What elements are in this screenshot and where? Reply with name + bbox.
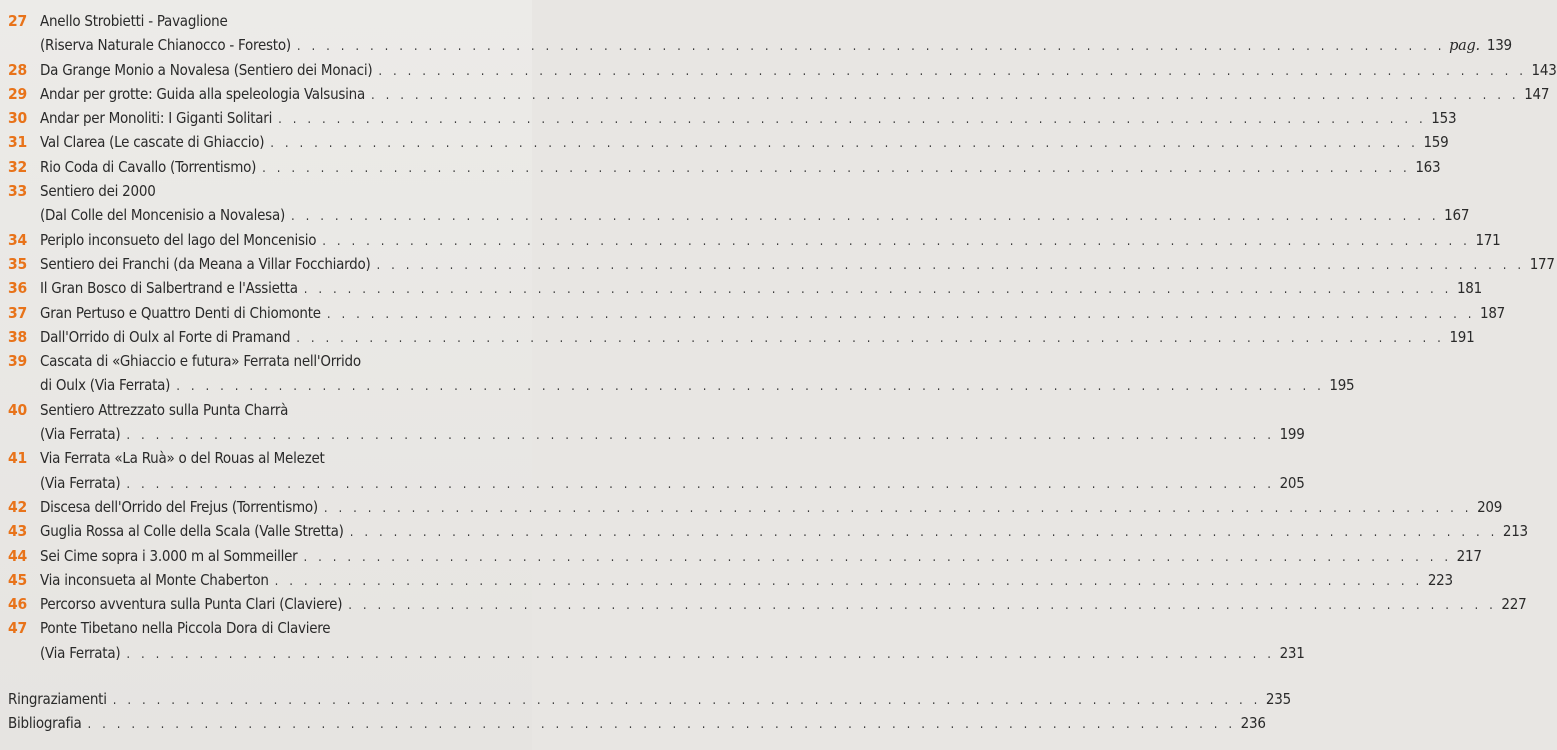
page-ref [1240,711,1266,735]
chapter-number: 39 [8,352,27,371]
page-number: 236 [1240,714,1266,733]
dot-leader: . . . . . . . . . . . . . . . . . . . . . . . . . . . . . . . . . . . . . . . . . . . . . . . . . . . . . . . . . . . . . . . . . . . . . . . . . . . . . . . [349,525,1498,541]
chapter-number: 40 [8,400,27,419]
chapter-title: Cascata di «Ghiaccio e futura» Ferrata nell'Orrido [40,352,361,371]
toc-line [0,422,1305,446]
chapter-number: 32 [8,157,27,176]
toc-text-row [40,446,524,470]
page-ref [1456,276,1482,300]
page-ref [1523,82,1549,106]
page-ref [1279,422,1305,446]
toc-line [0,616,532,640]
toc-text-row [40,519,1528,545]
chapter-title: Da Grange Monio a Novalesa (Sentiero dei Monaci) [40,60,373,79]
toc-text-row [40,349,524,373]
chapter-number: 47 [8,619,27,638]
chapter-title: Il Gran Bosco di Salbertrand e l'Assietta [40,279,298,298]
dot-leader: . . . . . . . . . . . . . . . . . . . . . . . . . . . . . . . . . . . . . . . . . . . . . . . . . . . . . . . . . . . . . . . . . . . . . . . . . . . . . . . [87,717,1236,733]
toc-text-row [40,568,1453,594]
toc-text-row [40,203,1470,229]
toc-line [0,252,1555,276]
chapter-number: 42 [8,497,27,516]
toc-entry[interactable] [0,276,1482,300]
chapter-title: di Oulx (Via Ferrata) [40,376,171,395]
toc-entry[interactable] [0,155,1441,179]
pag-label: pag. [1449,38,1480,55]
toc-text-row [40,398,524,422]
dot-leader: . . . . . . . . . . . . . . . . . . . . . . . . . . . . . . . . . . . . . . . . . . . . . . . . . . . . . . . . . . . . . . . . . . . . . . . . . . . . . . . [348,598,1497,614]
chapter-title: Gran Pertuso e Quattro Denti di Chiomonte [40,303,321,322]
toc-line [0,155,1441,179]
chapter-number: 45 [8,570,27,589]
chapter-title: (Riserva Naturale Chianocco - Foresto) [40,36,291,55]
toc-text-row [8,687,1291,713]
page-number: 205 [1279,473,1305,492]
chapter-title: (Via Ferrata) [40,643,121,662]
page-ref [1328,373,1354,397]
page-ref [1474,228,1500,252]
dot-leader: . . . . . . . . . . . . . . . . . . . . . . . . . . . . . . . . . . . . . . . . . . . . . . . . . . . . . . . . . . . . . . . . . . . . . . . . . . . . . . . [126,646,1275,662]
chapter-title: Andar per Monoliti: I Giganti Solitari [40,109,273,128]
page-ref [1449,33,1512,58]
toc-entry[interactable] [0,616,1305,665]
toc-text-row [40,58,1557,84]
toc-text-row [40,325,1475,351]
page-number: 227 [1501,595,1527,614]
toc-text-row [40,252,1555,278]
chapter-title: (Via Ferrata) [40,473,121,492]
toc-entry[interactable] [0,82,1550,106]
page-number: 199 [1279,425,1305,444]
dot-leader: . . . . . . . . . . . . . . . . . . . . . . . . . . . . . . . . . . . . . . . . . . . . . . . . . . . . . . . . . . . . . . . . . . . . . . . . . . . . . . . [126,476,1275,492]
page-ref [1456,544,1482,568]
toc-text-row [40,471,1305,497]
toc-entry[interactable] [0,9,1512,58]
dot-leader: . . . . . . . . . . . . . . . . . . . . . . . . . . . . . . . . . . . . . . . . . . . . . . . . . . . . . . . . . . . . . . . . . . . . . . . . . . . . . . . [323,500,1473,516]
toc-text-row [40,82,1550,108]
chapter-title: Andar per grotte: Guida alla speleologia Valsusina [40,84,365,103]
chapter-number: 35 [8,254,27,273]
toc-line [0,179,532,203]
chapter-title: (Via Ferrata) [40,425,121,444]
toc-line [0,349,532,373]
page-ref [1529,252,1555,276]
toc-entry[interactable] [0,544,1482,568]
toc-entry[interactable] [0,398,1305,447]
toc-entry[interactable] [0,301,1506,325]
page-number: 231 [1279,643,1305,662]
toc-line [0,228,1501,252]
toc-line [0,519,1528,543]
back-matter-entry[interactable] [0,687,1291,711]
page-ref [1279,471,1305,495]
page-ref [1427,568,1453,592]
toc-text-row [40,9,524,33]
page-number: 143 [1531,60,1557,79]
toc-entry[interactable] [0,58,1557,82]
page-number: 213 [1502,522,1528,541]
toc-text-row [40,155,1441,181]
toc-line [0,301,1506,325]
dot-leader: . . . . . . . . . . . . . . . . . . . . . . . . . . . . . . . . . . . . . . . . . . . . . . . . . . . . . . . . . . . . . . . . . . . . . . . . . . . . . . . [262,160,1411,176]
chapter-number: 46 [8,595,27,614]
page-ref [1448,325,1474,349]
toc-text-row [40,228,1501,254]
chapter-title: Discesa dell'Orrido del Frejus (Torrentismo) [40,497,318,516]
toc-text-row [40,495,1503,521]
toc-text-row [8,711,1266,737]
chapter-title: Via Ferrata «La Ruà» o del Rouas al Melezet [40,449,325,468]
toc-text-row [40,641,1305,667]
chapter-title: Sentiero dei 2000 [40,182,156,201]
dot-leader: . . . . . . . . . . . . . . . . . . . . . . . . . . . . . . . . . . . . . . . . . . . . . . . . . . . . . . . . . . . . . . . . . . . . . . . . . . . . . . . [270,136,1419,152]
chapter-number: 27 [8,12,27,30]
chapter-number: 38 [8,327,27,346]
toc-line [0,641,1305,665]
chapter-number: 30 [8,109,27,128]
dot-leader: . . . . . . . . . . . . . . . . . . . . . . . . . . . . . . . . . . . . . . . . . . . . . . . . . . . . . . . . . . . . . . . . . . . . . . . . . . . . . . . [296,330,1445,346]
toc-line [0,398,532,422]
page-ref [1531,58,1557,82]
toc-text-row [40,422,1305,448]
chapter-title: Periplo inconsueto del lago del Moncenisio [40,230,317,249]
dot-leader: . . . . . . . . . . . . . . . . . . . . . . . . . . . . . . . . . . . . . . . . . . . . . . . . . . . . . . . . . . . . . . . . . . . . . . . . . . . . . . . [371,87,1520,103]
toc-line [0,82,1550,106]
toc-line [0,106,1457,130]
toc-entry[interactable] [0,446,1305,495]
toc-text-row [40,106,1457,132]
toc-line [0,9,532,33]
dot-leader: . . . . . . . . . . . . . . . . . . . . . . . . . . . . . . . . . . . . . . . . . . . . . . . . . . . . . . . . . . . . . . . . . . . . . . . . . . . . . . . [303,549,1452,565]
toc-line [0,687,1291,711]
chapter-number: 28 [8,60,27,79]
page-number: 181 [1456,279,1482,298]
page-number: 223 [1427,570,1453,589]
page-ref [1279,641,1305,665]
toc-line [0,33,1512,57]
page-number: 177 [1529,254,1555,273]
toc-line [0,58,1557,82]
page-number: 217 [1456,546,1482,565]
chapter-title: Percorso avventura sulla Punta Clari (Claviere) [40,595,343,614]
dot-leader: . . . . . . . . . . . . . . . . . . . . . . . . . . . . . . . . . . . . . . . . . . . . . . . . . . . . . . . . . . . . . . . . . . . . . . . . . . . . . . . [176,379,1325,395]
chapter-title: Sentiero Attrezzato sulla Punta Charrà [40,400,289,419]
page-ref [1430,106,1456,130]
page-number: 159 [1423,133,1449,152]
chapter-title: Val Clarea (Le cascate di Ghiaccio) [40,133,265,152]
dot-leader: . . . . . . . . . . . . . . . . . . . . . . . . . . . . . . . . . . . . . . . . . . . . . . . . . . . . . . . . . . . . . . . . . . . . . . . . . . . . . . . [290,209,1440,225]
chapter-number: 34 [8,230,27,249]
page-number: 191 [1449,327,1475,346]
toc-line [0,711,1266,735]
page-ref [1500,592,1526,616]
chapter-number: 36 [8,279,27,298]
page-ref [1443,203,1469,227]
page-ref [1476,495,1502,519]
dot-leader: . . . . . . . . . . . . . . . . . . . . . . . . . . . . . . . . . . . . . . . . . . . . . . . . . . . . . . . . . . . . . . . . . . . . . . . . . . . . . . . [274,573,1423,589]
dot-leader: . . . . . . . . . . . . . . . . . . . . . . . . . . . . . . . . . . . . . . . . . . . . . . . . . . . . . . . . . . . . . . . . . . . . . . . . . . . . . . . [278,112,1427,128]
page-number: 235 [1265,690,1291,709]
toc-text-row [40,130,1449,156]
toc-entry[interactable] [0,106,1457,130]
toc-line [0,446,532,470]
chapter-title: Sei Cime sopra i 3.000 m al Sommeiller [40,546,298,565]
toc-text-row [40,33,1512,59]
chapter-number: 33 [8,182,27,201]
toc-line [0,568,1453,592]
page-number: 163 [1415,157,1441,176]
toc-line [0,495,1503,519]
toc-line [0,373,1355,397]
chapter-number: 37 [8,303,27,322]
dot-leader: . . . . . . . . . . . . . . . . . . . . . . . . . . . . . . . . . . . . . . . . . . . . . . . . . . . . . . . . . . . . . . . . . . . . . . . . . . . . . . . [296,39,1446,55]
toc-entry[interactable] [0,252,1555,276]
toc-entry[interactable] [0,519,1528,543]
toc-text-row [40,616,524,640]
chapter-title: (Dal Colle del Moncenisio a Novalesa) [40,206,285,225]
page-number: 171 [1475,230,1501,249]
toc-line [0,325,1475,349]
section-gap [0,665,532,687]
toc-entry[interactable] [0,325,1475,349]
chapter-number: 41 [8,449,27,468]
page-ref [1502,519,1528,543]
toc-line [0,471,1305,495]
page-number: 209 [1477,497,1503,516]
toc-entry[interactable] [0,130,1449,154]
toc-entry[interactable] [0,592,1527,616]
page-number: 153 [1431,109,1457,128]
toc-entry[interactable] [0,228,1501,252]
page-ref [1414,155,1440,179]
toc-text-row [40,301,1506,327]
dot-leader: . . . . . . . . . . . . . . . . . . . . . . . . . . . . . . . . . . . . . . . . . . . . . . . . . . . . . . . . . . . . . . . . . . . . . . . . . . . . . . . [378,63,1527,79]
chapter-title: Rio Coda di Cavallo (Torrentismo) [40,157,257,176]
chapter-number: 43 [8,522,27,541]
dot-leader: . . . . . . . . . . . . . . . . . . . . . . . . . . . . . . . . . . . . . . . . . . . . . . . . . . . . . . . . . . . . . . . . . . . . . . . . . . . . . . . [126,428,1275,444]
dot-leader: . . . . . . . . . . . . . . . . . . . . . . . . . . . . . . . . . . . . . . . . . . . . . . . . . . . . . . . . . . . . . . . . . . . . . . . . . . . . . . . [303,282,1452,298]
chapter-title: Ponte Tibetano nella Piccola Dora di Claviere [40,619,331,638]
page-ref [1422,130,1448,154]
page-number: 187 [1480,303,1506,322]
chapter-number: 29 [8,84,27,103]
page-number: 147 [1524,84,1550,103]
toc-line [0,130,1449,154]
back-matter-title: Ringraziamenti [8,690,107,709]
toc-text-row [40,592,1527,618]
page-number: 195 [1329,376,1355,395]
toc-line [0,276,1482,300]
dot-leader: . . . . . . . . . . . . . . . . . . . . . . . . . . . . . . . . . . . . . . . . . . . . . . . . . . . . . . . . . . . . . . . . . . . . . . . . . . . . . . . [376,257,1525,273]
toc-entry[interactable] [0,495,1503,519]
dot-leader: . . . . . . . . . . . . . . . . . . . . . . . . . . . . . . . . . . . . . . . . . . . . . . . . . . . . . . . . . . . . . . . . . . . . . . . . . . . . . . . [322,233,1471,249]
toc-line [0,544,1482,568]
back-matter-title: Bibliografia [8,714,82,733]
toc-entry[interactable] [0,568,1453,592]
back-matter-entry[interactable] [0,711,1266,735]
toc-line [0,203,1470,227]
toc-text-row [40,544,1482,570]
toc-entry[interactable] [0,179,1470,228]
toc-text-row [40,179,524,203]
page-number: 139 [1486,36,1512,55]
toc-text-row [40,276,1482,302]
toc-text-row [40,373,1355,399]
toc-entry[interactable] [0,349,1355,398]
page-number: 167 [1444,206,1470,225]
chapter-title: Anello Strobietti - Pavaglione [40,12,228,30]
chapter-title: Dall'Orrido di Oulx al Forte di Pramand [40,327,291,346]
chapter-number: 44 [8,546,27,565]
page-ref [1265,687,1291,711]
page-ref [1479,301,1505,325]
dot-leader: . . . . . . . . . . . . . . . . . . . . . . . . . . . . . . . . . . . . . . . . . . . . . . . . . . . . . . . . . . . . . . . . . . . . . . . . . . . . . . . [112,693,1261,709]
chapter-title: Guglia Rossa al Colle della Scala (Valle Stretta) [40,522,344,541]
dot-leader: . . . . . . . . . . . . . . . . . . . . . . . . . . . . . . . . . . . . . . . . . . . . . . . . . . . . . . . . . . . . . . . . . . . . . . . . . . . . . . . [326,306,1476,322]
chapter-title: Sentiero dei Franchi (da Meana a Villar Focchiardo) [40,254,371,273]
chapter-number: 31 [8,133,27,152]
chapter-title: Via inconsueta al Monte Chaberton [40,570,269,589]
toc-line [0,592,1527,616]
